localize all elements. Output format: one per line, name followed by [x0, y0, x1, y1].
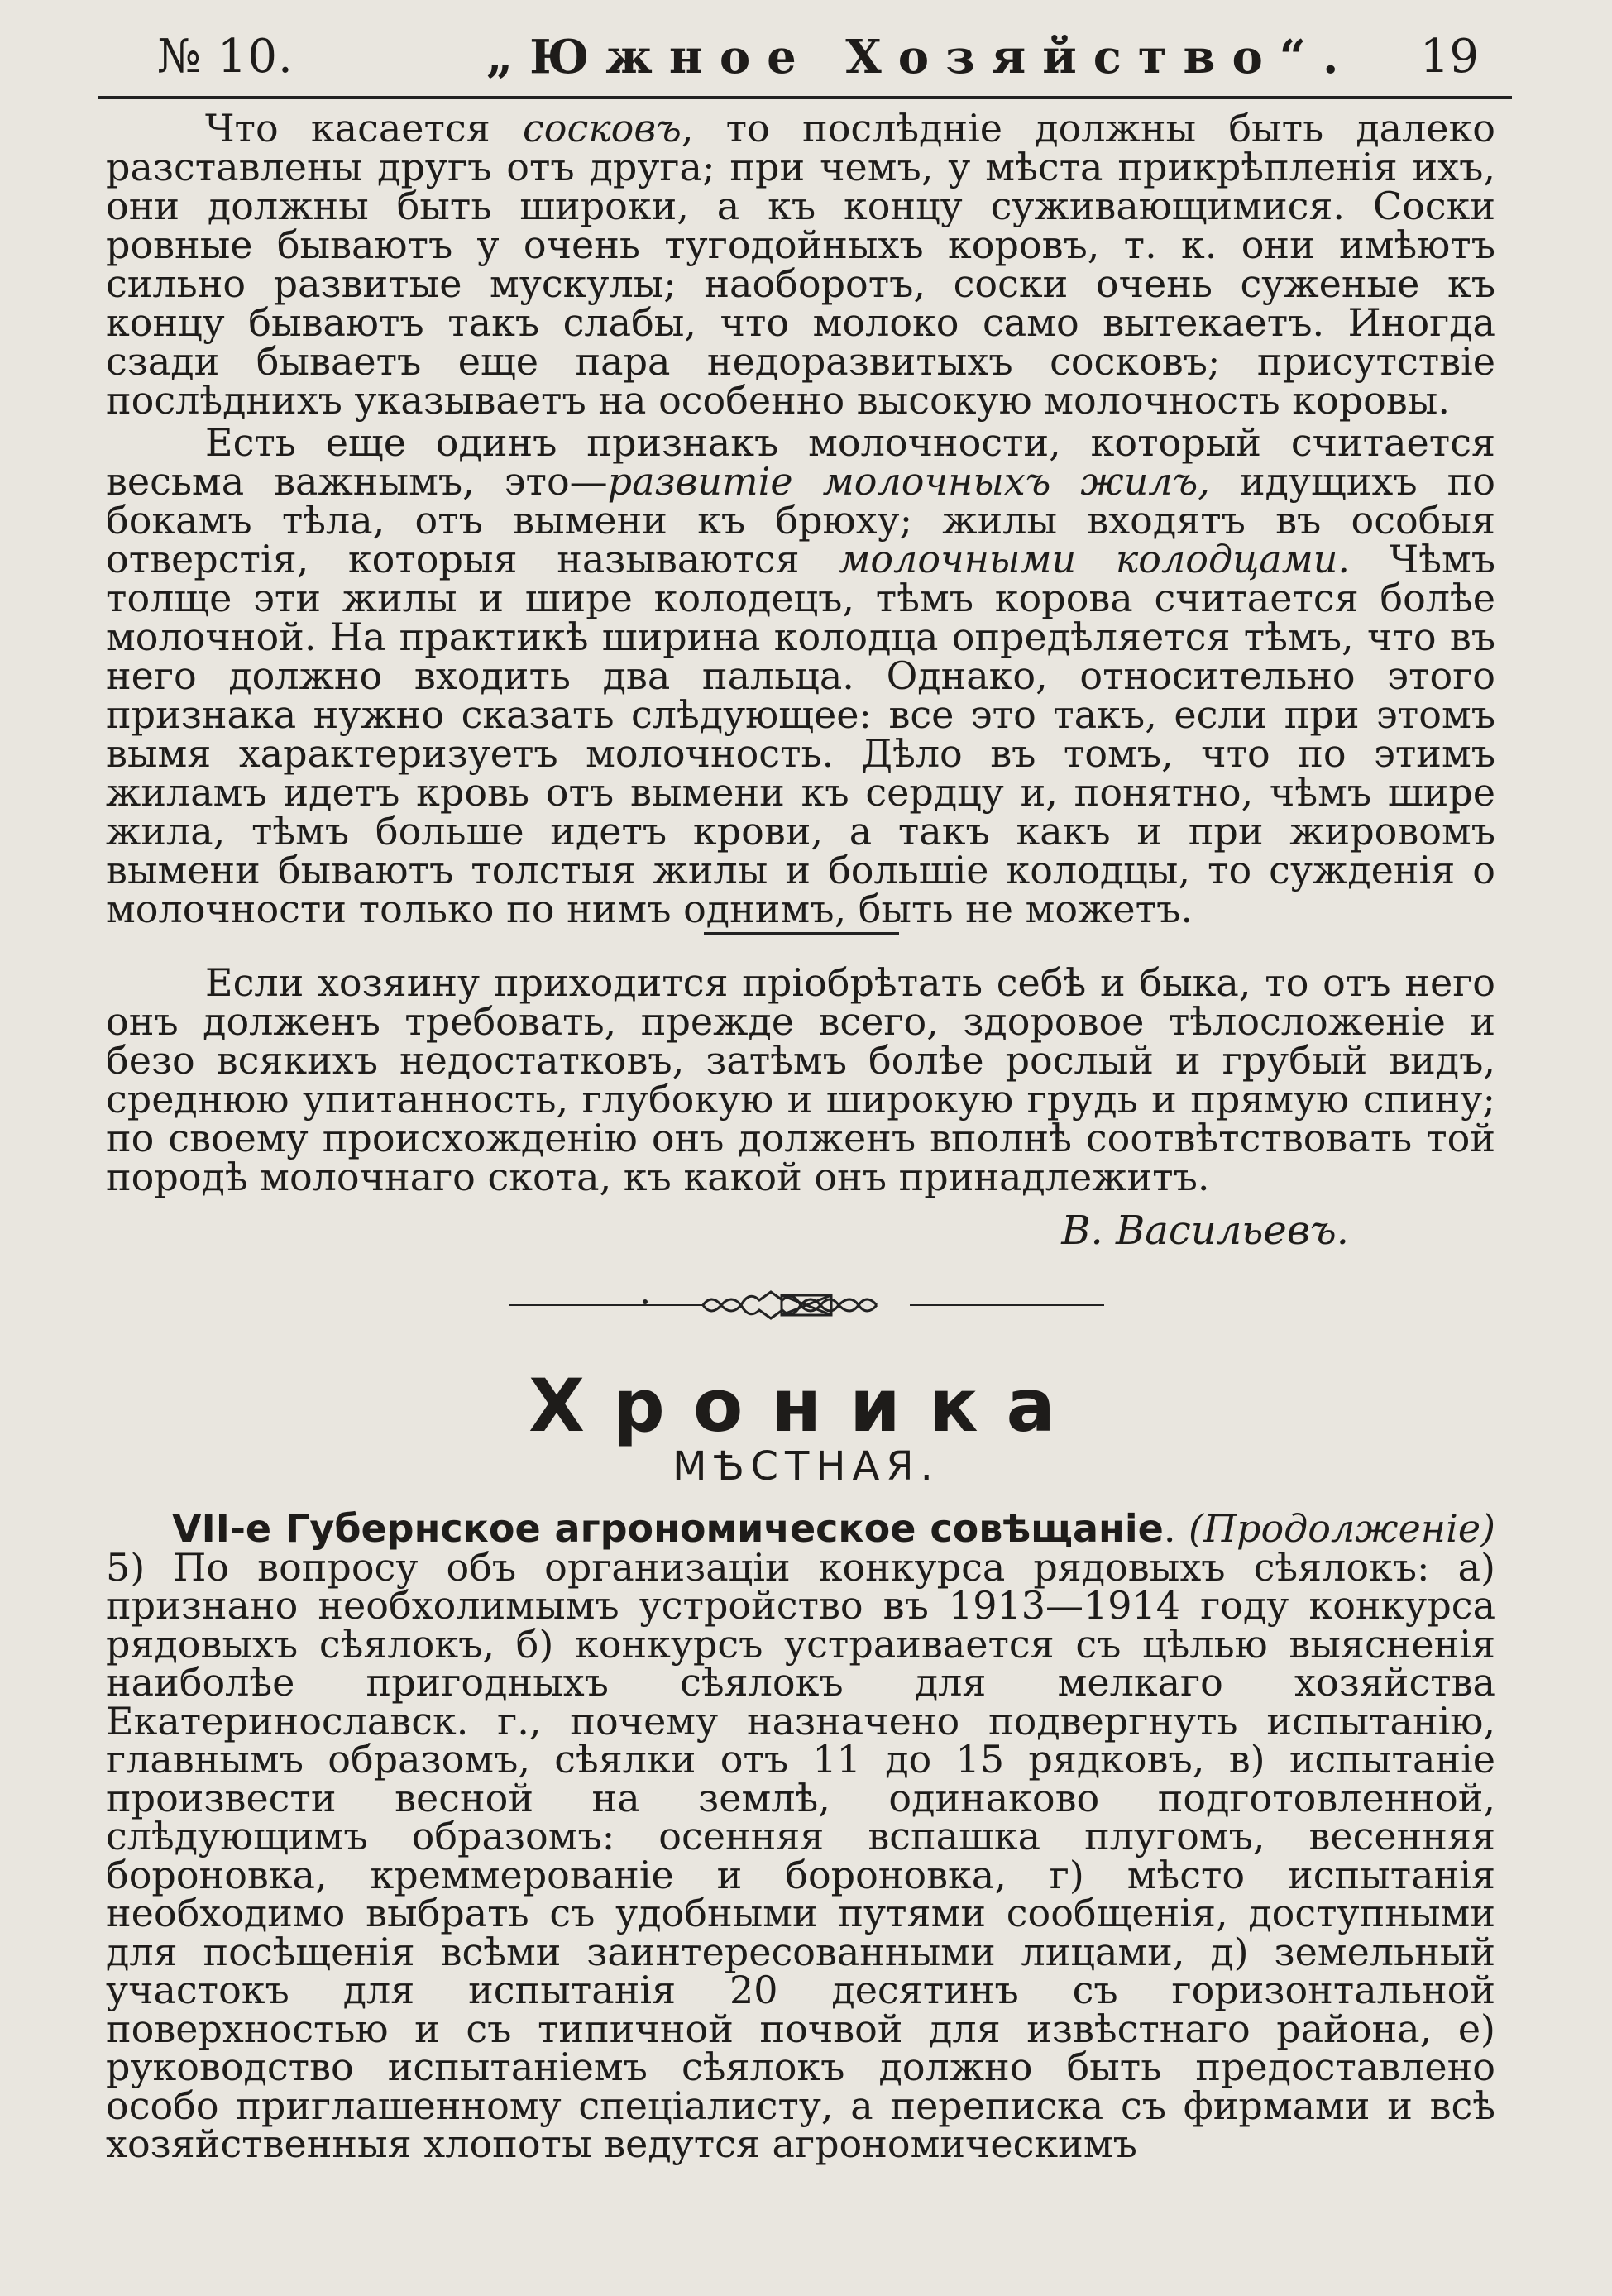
- paragraph-bull: Если хозяину приходится пріобрѣтать себѣ и быка, то отъ него онъ долженъ требовать, прежде всего, здоровое тѣлосложеніе и безо всякихъ недостатковъ, затѣмъ болѣе рослый и грубый видъ, среднюю упитанность, глубокую и широкую грудь и прямую спину; по своему происхожденію онъ долженъ вполнѣ соотвѣтствовать той породѣ молочнаго скота, къ какой онъ принадлежитъ.: [106, 960, 1495, 1199]
- chronicle-subtitle: МѢСТНАЯ.: [672, 1443, 940, 1490]
- chronicle-heading: VII-е Губернское агрономическое совѣщаніе: [172, 1506, 1164, 1551]
- header-rule: [98, 96, 1512, 99]
- article-author: В. Васильевъ.: [1061, 1208, 1349, 1254]
- chronicle-title: Хроника: [529, 1363, 1083, 1448]
- page-header: [98, 22, 1512, 88]
- journal-title: „Южное Хозяйство“.: [486, 30, 1356, 84]
- ornament-divider-icon: [509, 1280, 1104, 1330]
- section-divider: [704, 932, 899, 935]
- paragraph-teats: Что касается сосковъ, то послѣдніе должны быть далеко разставлены другъ отъ друга; при чемъ, у мѣста прикрѣпленія ихъ, они должны быть широки, а къ концу суживающимися. Соски ровные бываютъ у очень тугодойныхъ коровъ, т. к. они имѣютъ сильно развитые мускулы; наоборотъ, соски очень суженые къ концу бываютъ такъ слабы, что молоко само вытекаетъ. Иногда сзади бываетъ еще пара недоразвитыхъ сосковъ; присутствіе послѣднихъ указываетъ на особенно высокую молочность коровы.: [106, 106, 1495, 423]
- continuation-label: (Продолженіе): [1188, 1506, 1495, 1551]
- article-bull-section: [106, 960, 1495, 1200]
- issue-number: № 10.: [157, 30, 294, 84]
- chronicle-body: [106, 1506, 1495, 2167]
- paragraph-milk-veins: Есть еще одинъ признакъ молочности, который считается весьма важнымъ, это—развитіе молочныхъ жилъ, идущихъ по бокамъ тѣла, отъ вымени къ брюху; жилы входятъ въ особыя отверстія, которыя называются молочными колодцами. Чѣмъ толще эти жилы и шире колодецъ, тѣмъ корова считается болѣе молочной. На практикѣ ширина колодца опредѣляется тѣмъ, что въ него должно входить два пальца. Однако, относительно этого признака нужно сказать слѣдующее: все это такъ, если при этомъ вымя характеризуетъ молочность. Дѣло въ томъ, что по этимъ жиламъ идетъ кровь отъ вымени къ сердцу и, понятно, чѣмъ шире жила, тѣмъ больше идетъ крови, а такъ какъ и при жировомъ вымени бываютъ толстыя жилы и большіе колодцы, то сужденія о молочности только по нимъ однимъ, быть не можетъ.: [106, 420, 1496, 931]
- paragraph-agro-meeting: VII-е Губернское агрономическое совѣщаніе. (Продолженіе) 5) По вопросу объ организаціи конкурса рядовыхъ сѣялокъ: а) признано необхолимымъ устройство въ 1913—1914 году конкурса рядовыхъ сѣялокъ, б) конкурсъ устраивается съ цѣлью выясненія наиболѣе пригодныхъ сѣялокъ для мелкаго хозяйства Екатеринославск. г., почему назначено подвергнуть испытанію, главнымъ образомъ, сѣялки отъ 11 до 15 рядковъ, в) испытаніе произвести весной на землѣ, одинаково подготовленной, слѣдующимъ образомъ: осенняя вспашка плугомъ, весенняя бороновка, креммерованіе и бороновка, г) мѣсто испытанія необходимо выбрать съ удобными путями сообщенія, доступными для посѣщенія всѣми заинтересованными лицами, д) земельный участокъ для испытанія 20 десятинъ съ горизонтальной поверхностью и съ типичной почвой для извѣстнаго района, е) руководство испытаніемъ сѣялокъ должно быть предоставлено особо приглашенному спеціалисту, а переписка съ фирмами и всѣ хозяйственныя хлопоты ведутся агрономическимъ: [106, 1506, 1495, 2166]
- article-body: [106, 106, 1496, 932]
- page-number: 19: [1419, 30, 1479, 84]
